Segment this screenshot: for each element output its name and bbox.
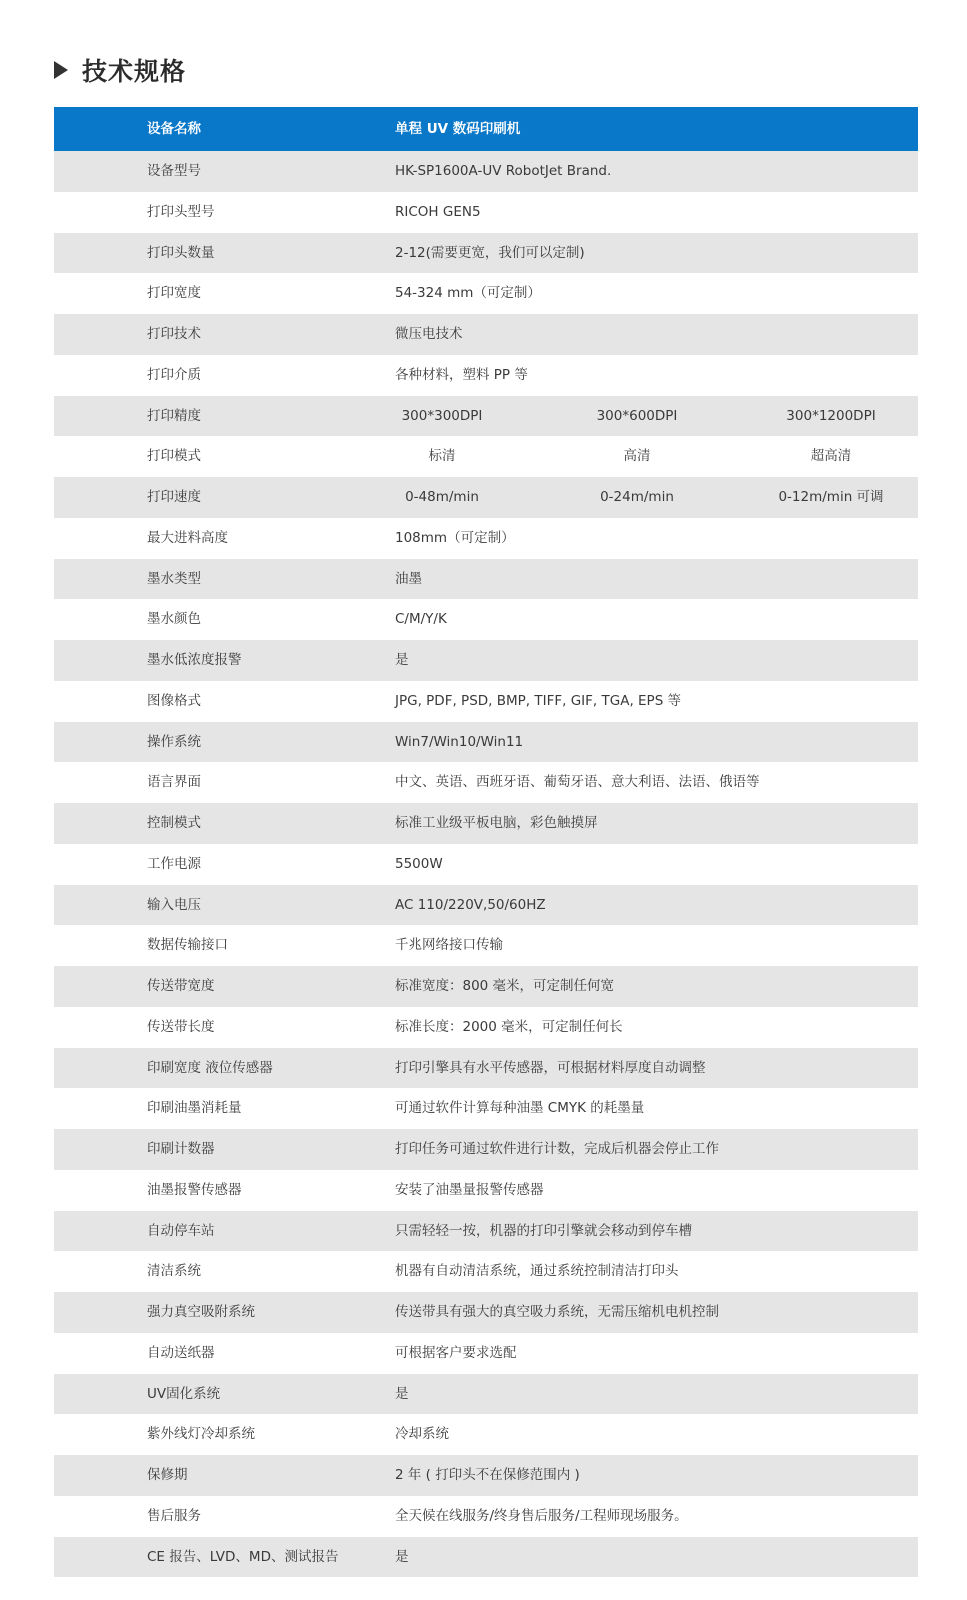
row-label: 油墨报警传感器 bbox=[147, 1181, 242, 1198]
table-row bbox=[54, 1537, 918, 1578]
table-row bbox=[54, 1007, 918, 1048]
row-label: 传送带长度 bbox=[147, 1018, 215, 1035]
row-value: 是 bbox=[395, 1548, 409, 1565]
row-label: 设备型号 bbox=[147, 163, 201, 179]
row-label: 紫外线灯冷却系统 bbox=[147, 1426, 255, 1443]
row-label: 最大进料高度 bbox=[147, 529, 228, 546]
row-value: 2-12(需要更宽，我们可以定制) bbox=[395, 244, 585, 261]
table-row bbox=[54, 640, 918, 681]
row-label: 输入电压 bbox=[147, 896, 201, 913]
row-value-col-3: 0-12m/min 可调 bbox=[778, 489, 884, 505]
row-label: 自动停车站 bbox=[147, 1222, 215, 1239]
table-row bbox=[54, 599, 918, 640]
row-value: 冷却系统 bbox=[395, 1426, 449, 1443]
table-row bbox=[54, 803, 918, 844]
row-label: 打印精度 bbox=[147, 407, 201, 424]
row-value: 54-324 mm（可定制） bbox=[395, 285, 541, 302]
table-row bbox=[54, 518, 918, 559]
header-label: 设备名称 bbox=[147, 121, 201, 137]
table-row-print-speed bbox=[54, 477, 918, 518]
row-label: 墨水低浓度报警 bbox=[147, 652, 242, 668]
table-row bbox=[54, 273, 918, 314]
table-row bbox=[54, 1496, 918, 1537]
row-value: 标准宽度：800 毫米，可定制任何宽 bbox=[395, 978, 615, 994]
row-value-col-3: 300*1200DPI bbox=[786, 407, 876, 424]
row-label: 控制模式 bbox=[147, 815, 201, 831]
row-value: 2 年 ( 打印头不在保修范围内 ) bbox=[395, 1467, 580, 1483]
row-value: 微压电技术 bbox=[395, 326, 463, 342]
row-label: 图像格式 bbox=[147, 692, 201, 709]
table-header-row bbox=[54, 107, 918, 151]
row-value: C/M/Y/K bbox=[395, 611, 447, 628]
row-label: 打印头数量 bbox=[147, 244, 215, 261]
section-title bbox=[54, 52, 186, 88]
table-row bbox=[54, 681, 918, 722]
row-value: 安装了油墨量报警传感器 bbox=[395, 1181, 544, 1198]
header-value: 单程 UV 数码印刷机 bbox=[395, 121, 521, 137]
row-label: 语言界面 bbox=[147, 774, 201, 791]
row-value: 只需轻轻一按，机器的打印引擎就会移动到停车槽 bbox=[395, 1222, 692, 1239]
row-value: 可根据客户要求选配 bbox=[395, 1344, 517, 1361]
row-value: 是 bbox=[395, 1385, 409, 1402]
row-value: 全天候在线服务/终身售后服务/工程师现场服务。 bbox=[395, 1507, 688, 1524]
table-row bbox=[54, 1170, 918, 1211]
row-label: 印刷宽度 液位传感器 bbox=[147, 1059, 273, 1076]
table-row bbox=[54, 844, 918, 885]
table-row bbox=[54, 192, 918, 233]
row-label: 强力真空吸附系统 bbox=[147, 1304, 255, 1320]
row-value: 中文、英语、西班牙语、葡萄牙语、意大利语、法语、俄语等 bbox=[395, 774, 760, 791]
table-row bbox=[54, 1414, 918, 1455]
row-value: 机器有自动清洁系统，通过系统控制清洁打印头 bbox=[395, 1263, 679, 1280]
row-label: 保修期 bbox=[147, 1467, 188, 1483]
row-value: 传送带具有强大的真空吸力系统，无需压缩机电机控制 bbox=[395, 1304, 719, 1320]
table-row bbox=[54, 314, 918, 355]
table-row bbox=[54, 1333, 918, 1374]
table-row bbox=[54, 1292, 918, 1333]
triangle-bullet-icon bbox=[54, 61, 68, 79]
row-label: 打印技术 bbox=[147, 326, 201, 342]
row-value: 是 bbox=[395, 652, 409, 668]
row-label: 自动送纸器 bbox=[147, 1344, 215, 1361]
row-label: 印刷计数器 bbox=[147, 1141, 215, 1157]
row-value: HK-SP1600A-UV RobotJet Brand. bbox=[395, 163, 612, 179]
row-label: 墨水颜色 bbox=[147, 611, 201, 628]
table-row bbox=[54, 722, 918, 763]
table-row bbox=[54, 151, 918, 192]
section-title-text: 技术规格 bbox=[82, 57, 187, 86]
table-row bbox=[54, 1088, 918, 1129]
table-row bbox=[54, 559, 918, 600]
row-value: 千兆网络接口传输 bbox=[395, 937, 503, 954]
table-row bbox=[54, 1455, 918, 1496]
row-label: 印刷油墨消耗量 bbox=[147, 1100, 242, 1117]
row-value: 打印任务可通过软件进行计数，完成后机器会停止工作 bbox=[395, 1141, 719, 1157]
row-value-col-2: 0-24m/min bbox=[600, 489, 674, 505]
row-label: 工作电源 bbox=[147, 855, 201, 872]
row-value-col-1: 0-48m/min bbox=[405, 489, 479, 505]
table-row bbox=[54, 1211, 918, 1252]
table-row bbox=[54, 1129, 918, 1170]
row-value-col-1: 300*300DPI bbox=[401, 407, 483, 424]
table-row bbox=[54, 925, 918, 966]
row-label: 操作系统 bbox=[147, 733, 201, 750]
row-value: 标准长度：2000 毫米，可定制任何长 bbox=[395, 1018, 623, 1035]
row-value: Win7/Win10/Win11 bbox=[395, 733, 524, 750]
row-value: 可通过软件计算每种油墨 CMYK 的耗墨量 bbox=[395, 1100, 645, 1117]
row-value: AC 110/220V,50/60HZ bbox=[395, 896, 546, 913]
row-value-col-3: 超高清 bbox=[810, 448, 852, 465]
row-value: 各种材料，塑料 PP 等 bbox=[395, 366, 528, 383]
row-label: 清洁系统 bbox=[147, 1263, 201, 1280]
row-label: 墨水类型 bbox=[147, 570, 201, 587]
row-value: JPG, PDF, PSD, BMP, TIFF, GIF, TGA, EPS 等 bbox=[395, 692, 682, 709]
row-value: RICOH GEN5 bbox=[395, 203, 481, 220]
row-value: 5500W bbox=[395, 855, 443, 872]
row-value-col-1: 标清 bbox=[428, 448, 456, 465]
row-label: 售后服务 bbox=[147, 1507, 201, 1524]
table-row bbox=[54, 1048, 918, 1089]
row-label: CE 报告、LVD、MD、测试报告 bbox=[147, 1548, 339, 1565]
table-row-print-precision bbox=[54, 396, 918, 437]
row-value: 标准工业级平板电脑，彩色触摸屏 bbox=[395, 815, 598, 831]
row-label: UV固化系统 bbox=[147, 1385, 221, 1402]
row-value-col-2: 高清 bbox=[623, 448, 651, 465]
row-value: 油墨 bbox=[395, 570, 422, 587]
row-label: 数据传输接口 bbox=[147, 937, 228, 954]
table-row bbox=[54, 233, 918, 274]
table-row bbox=[54, 355, 918, 396]
row-value-col-2: 300*600DPI bbox=[596, 407, 678, 424]
row-label: 打印速度 bbox=[147, 489, 201, 505]
spec-table bbox=[54, 107, 918, 1577]
row-label: 打印头型号 bbox=[147, 203, 215, 220]
table-row bbox=[54, 966, 918, 1007]
row-label: 打印模式 bbox=[147, 448, 201, 465]
row-value: 108mm（可定制） bbox=[395, 529, 515, 546]
row-value: 打印引擎具有水平传感器，可根据材料厚度自动调整 bbox=[395, 1059, 706, 1076]
table-row bbox=[54, 762, 918, 803]
row-label: 打印宽度 bbox=[147, 285, 201, 302]
table-row-print-mode bbox=[54, 436, 918, 477]
row-label: 传送带宽度 bbox=[147, 978, 215, 994]
table-row bbox=[54, 1251, 918, 1292]
table-row bbox=[54, 1374, 918, 1415]
row-label: 打印介质 bbox=[147, 366, 201, 383]
table-row bbox=[54, 885, 918, 926]
